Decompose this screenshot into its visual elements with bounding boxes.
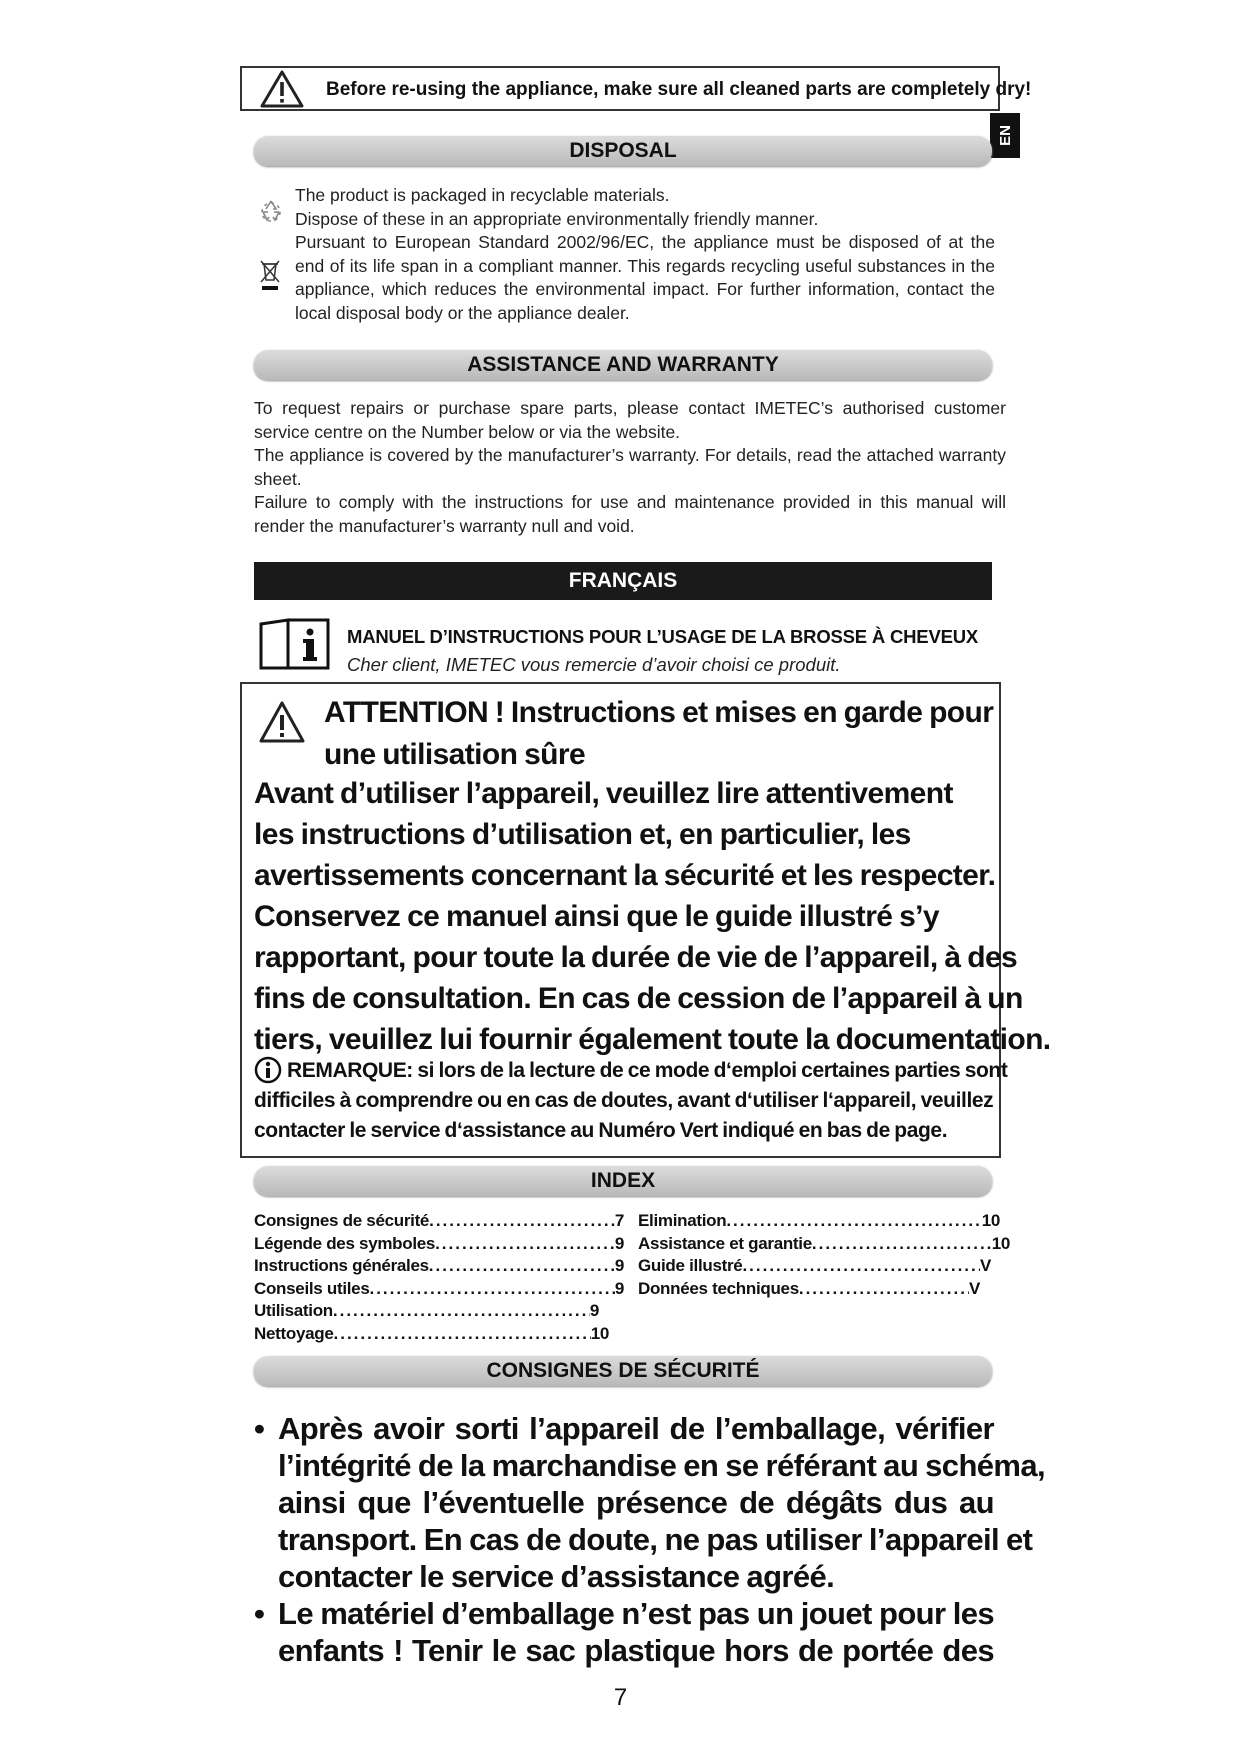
text-line: The appliance is covered by the manufacturer’s warranty. For details, read the attached warranty	[254, 445, 1006, 465]
text-line: Avant d’utiliser l’appareil, veuillez lire attentivement	[254, 777, 953, 810]
text-line: ATTENTION ! Instructions et mises en garde pour	[324, 696, 994, 729]
attention-title	[324, 692, 994, 776]
crossed-out-bin-icon	[258, 258, 282, 292]
leader-dots	[369, 1278, 614, 1301]
francais-heading: FRANÇAIS	[254, 562, 992, 600]
disposal-heading: DISPOSAL	[254, 136, 992, 166]
text-line: Conservez ce manuel ainsi que le guide illustré s’y	[254, 900, 939, 933]
index-entry-page: 9	[589, 1301, 599, 1321]
index-entry-page: 10	[981, 1211, 1000, 1230]
text-line: une utilisation sûre	[324, 738, 586, 771]
index-entry-label: Légende des symboles	[254, 1233, 436, 1253]
index-entry[interactable]	[254, 1300, 599, 1323]
attention-note	[254, 1056, 1014, 1146]
safety-bullet	[254, 1410, 1046, 1595]
index-entry[interactable]	[638, 1233, 1010, 1256]
leader-dots	[799, 1278, 969, 1301]
text-line: Après avoir sorti l’appareil de l’emballage, vérifier	[278, 1411, 994, 1446]
index-entry-label: Données techniques	[638, 1278, 799, 1298]
index-entry-page: 10	[991, 1233, 1010, 1253]
text-line: avertissements concernant la sécurité et les respecter.	[254, 859, 996, 892]
index-entry-label: Assistance et garantie	[638, 1233, 812, 1253]
text-line: Pursuant to European Standard 2002/96/EC, the appliance must be disposed of at the	[295, 232, 995, 252]
manual-title: MANUEL D’INSTRUCTIONS POUR L’USAGE DE LA BROSSE À CHEVEUX	[347, 626, 979, 647]
text-line: REMARQUE: si lors de la lecture de ce mode d‘emploi certaines parties sont	[287, 1059, 1008, 1082]
text-line: sheet.	[254, 468, 302, 489]
warranty-text	[254, 397, 1006, 538]
instruction-book-icon	[258, 616, 332, 672]
text-line: To request repairs or purchase spare parts, please contact IMETEC’s authorised customer	[254, 398, 1006, 418]
leader-dots	[812, 1233, 992, 1256]
text-line: Failure to comply with the instructions for use and maintenance provided in this manual will	[254, 492, 1006, 512]
index-left-column	[254, 1210, 624, 1346]
text-line: Le matériel d’emballage n’est pas un jouet pour les	[278, 1596, 994, 1631]
text-line: appliance, which reduces the environmental impact. For further information, contact the	[295, 279, 995, 299]
index-entry-label: Instructions générales	[254, 1256, 429, 1276]
text-line: enfants ! Tenir le sac plastique hors de portée des	[278, 1633, 994, 1668]
safety-bullet	[254, 1595, 994, 1669]
index-entry[interactable]	[638, 1210, 1000, 1233]
text-line: les instructions d’utilisation et, en particulier, les	[254, 818, 911, 851]
leader-dots	[333, 1300, 590, 1323]
text-line: The product is packaged in recyclable materials.	[295, 185, 670, 205]
text-line: local disposal body or the appliance dealer.	[295, 302, 630, 323]
index-entry-label: Guide illustré	[638, 1256, 743, 1276]
safety-bullets	[254, 1410, 1046, 1669]
index-entry-label: Elimination	[638, 1211, 727, 1230]
top-warning-text: Before re-using the appliance, make sure all cleaned parts are completely dry!	[326, 79, 1032, 100]
index-right-column	[638, 1210, 1008, 1300]
bullet-dot: •	[254, 1596, 265, 1631]
index-entry-page: V	[968, 1278, 980, 1298]
text-line: l’intégrité de la marchandise en se référant au schéma,	[278, 1448, 1046, 1483]
text-line: rapportant, pour toute la durée de vie de l’appareil, à des	[254, 941, 1018, 974]
leader-dots	[742, 1255, 980, 1278]
index-entry-page: 7	[614, 1211, 624, 1230]
top-warning-box	[240, 66, 1032, 111]
index-entry-page: 9	[614, 1233, 624, 1253]
leader-dots	[334, 1323, 591, 1346]
text-line: contacter le service d’assistance agréé.	[278, 1559, 835, 1594]
text-line: contacter le service d‘assistance au Numéro Vert indiqué en bas de page.	[254, 1119, 948, 1142]
text-line: tiers, veuillez lui fournir également toute la documentation.	[254, 1023, 1051, 1056]
attention-body	[254, 773, 1051, 1060]
leader-dots	[429, 1210, 615, 1233]
index-entry-page: 9	[614, 1256, 624, 1276]
bullet-dot: •	[254, 1411, 265, 1446]
index-entry[interactable]	[638, 1255, 991, 1278]
page-number: 7	[613, 1684, 628, 1711]
warning-triangle-icon	[258, 700, 306, 744]
text-line: transport. En cas de doute, ne pas utiliser l’appareil et	[278, 1522, 1033, 1557]
leader-dots	[429, 1255, 615, 1278]
text-line: fins de consultation. En cas de cession de l’appareil à un	[254, 982, 1023, 1015]
index-entry[interactable]	[254, 1233, 624, 1256]
index-entry[interactable]	[254, 1323, 609, 1346]
disposal-text	[295, 184, 995, 325]
leader-dots	[726, 1210, 981, 1233]
manual-subtitle: Cher client, IMETEC vous remercie d’avoir choisi ce produit.	[347, 654, 841, 675]
index-entry-label: Consignes de sécurité	[254, 1211, 430, 1230]
warning-triangle-icon	[260, 70, 304, 108]
text-line: end of its life span in a compliant manner. This regards recycling useful substances in the	[295, 255, 995, 276]
index-entry-label: Nettoyage	[254, 1323, 334, 1343]
index-entry-page: 10	[590, 1323, 609, 1343]
index-entry-label: Conseils utiles	[254, 1278, 370, 1298]
leader-dots	[435, 1233, 615, 1256]
safety-heading: CONSIGNES DE SÉCURITÉ	[254, 1356, 992, 1386]
text-line: ainsi que l’éventuelle présence de dégâts dus au	[278, 1485, 994, 1520]
recycle-icon	[258, 198, 284, 224]
index-entry-page: 9	[614, 1278, 624, 1298]
text-line: Dispose of these in an appropriate environmentally friendly manner.	[295, 208, 819, 229]
index-entry[interactable]	[638, 1278, 980, 1301]
index-entry[interactable]	[254, 1255, 624, 1278]
text-line: render the manufacturer’s warranty null and void.	[254, 515, 635, 536]
index-entry-label: Utilisation	[254, 1301, 333, 1321]
text-line: difficiles à comprendre ou en cas de doutes, avant d‘utiliser l‘appareil, veuillez	[254, 1089, 994, 1112]
index-heading: INDEX	[254, 1166, 992, 1196]
text-line: service centre on the Number below or via the website.	[254, 421, 681, 442]
warranty-heading: ASSISTANCE AND WARRANTY	[254, 350, 992, 380]
language-tab: EN	[990, 113, 1020, 158]
index-entry[interactable]	[254, 1210, 624, 1233]
index-entry[interactable]	[254, 1278, 624, 1301]
index-entry-page: V	[979, 1256, 991, 1276]
